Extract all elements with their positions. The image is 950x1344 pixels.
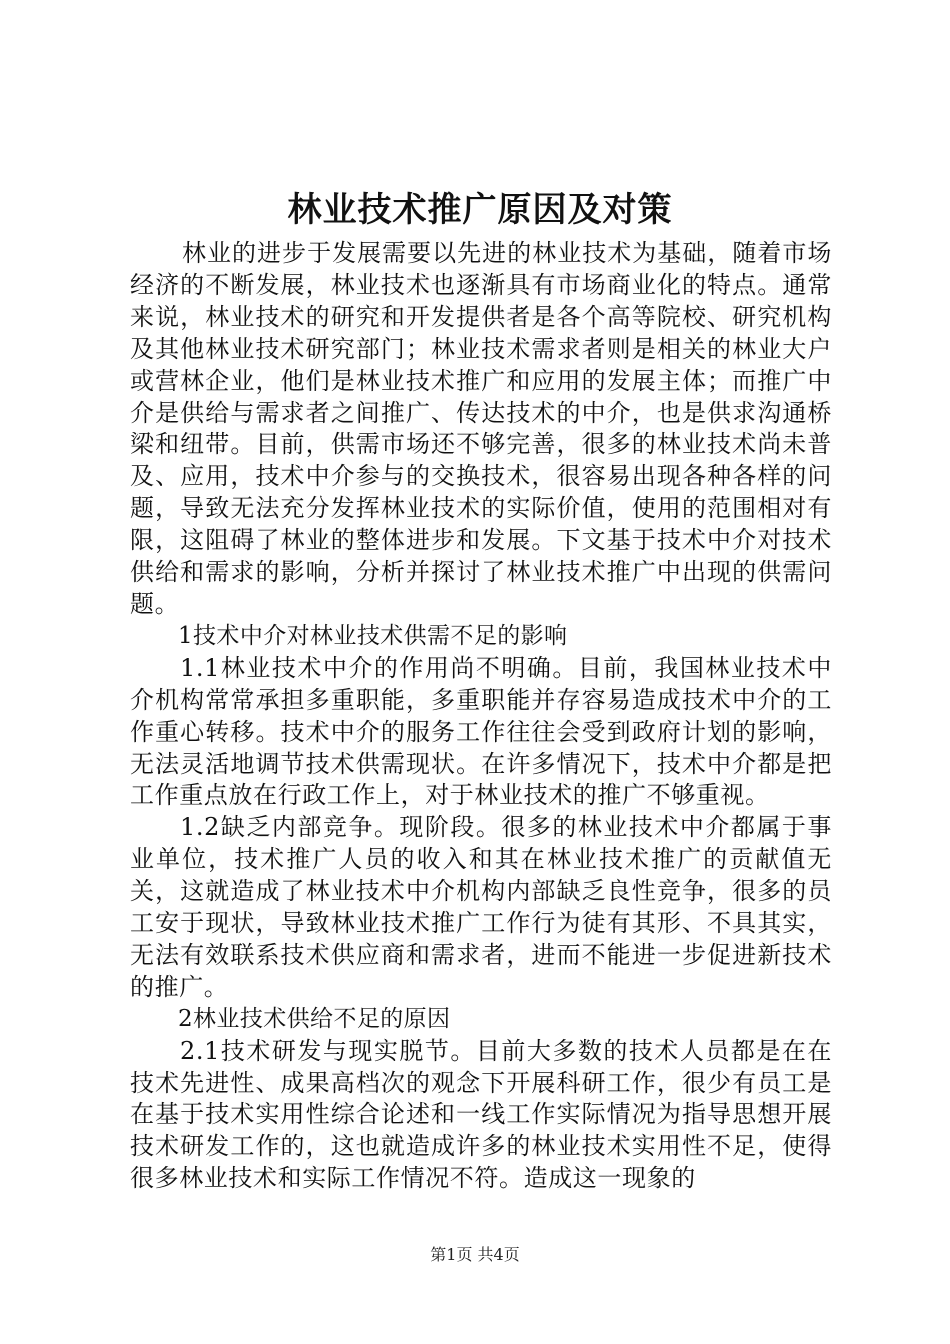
paragraph-1-1: 1.1林业技术中介的作用尚不明确。目前，我国林业技术中介机构常常承担多重职能，多重职能并存容易造成技术中介的工作重心转移。技术中介的服务工作往往会受到政府计划的影响，无法灵活地调节技术供需现状。在许多情况下，技术中介都是把工作重点放在行政工作上，对于林业技术的推广不够重视。 — [130, 653, 832, 810]
section-heading-2: 2林业技术供给不足的原因 — [178, 1005, 451, 1032]
intro-paragraph: 林业的进步于发展需要以先进的林业技术为基础，随着市场经济的不断发展，林业技术也逐渐具有市场商业化的特点。通常来说，林业技术的研究和开发提供者是各个高等院校、研究机构及其他林业技术研究部门；林业技术需求者则是相关的林业大户或营林企业，他们是林业技术推广和应用的发展主体；而推广中介是供给与需求者之间推广、传达技术的中介，也是供求沟通桥梁和纽带。目前，供需市场还不够完善，很多的林业技术尚未普及、应用，技术中介参与的交换技术，很容易出现各种各样的问题，导致无法充分发挥林业技术的实际价值，使用的范围相对有限，这阻碍了林业的整体进步和发展。下文基于技术中介对技术供给和需求的影响，分析并探讨了林业技术推广中出现的供需问题。 — [130, 239, 832, 618]
document-title: 林业技术推广原因及对策 — [287, 190, 673, 230]
section-heading-1: 1技术中介对林业技术供需不足的影响 — [178, 622, 568, 649]
page-number-footer: 第1页 共4页 — [430, 1245, 520, 1264]
document-body — [130, 238, 832, 1195]
paragraph-2-1: 2.1技术研发与现实脱节。目前大多数的技术人员都是在在技术先进性、成果高档次的观念下开展科研工作，很少有员工是在基于技术实用性综合论述和一线工作实际情况为指导思想开展技术研发工作的，这也就造成许多的林业技术实用性不足，使得很多林业技术和实际工作情况不符。造成这一现象的 — [130, 1036, 832, 1193]
paragraph-1-2: 1.2缺乏内部竞争。现阶段。很多的林业技术中介都属于事业单位，技术推广人员的收入和其在林业技术推广的贡献值无关，这就造成了林业技术中介机构内部缺乏良性竞争，很多的员工安于现状，导致林业技术推广工作行为徒有其形、不具其实，无法有效联系技术供应商和需求者，进而不能进一步促进新技术的推广。 — [130, 813, 832, 1001]
